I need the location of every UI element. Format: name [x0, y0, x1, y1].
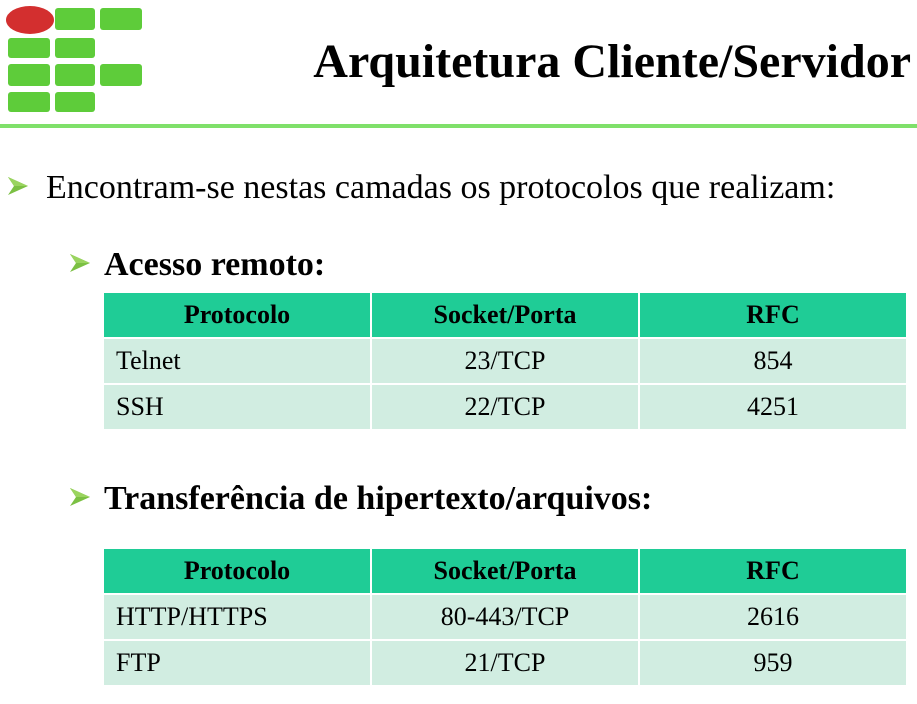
- logo-red-circle: [6, 6, 54, 34]
- table-row: [103, 640, 907, 686]
- main-bullet-text: Encontram-se nestas camadas os protocolos que realizam:: [46, 169, 836, 206]
- section-heading-file-transfer: [68, 477, 652, 521]
- table-cell: SSH: [103, 384, 371, 430]
- page-title: Arquitetura Cliente/Servidor: [313, 35, 911, 88]
- remote-access-table: [102, 291, 908, 431]
- file-transfer-table: [102, 547, 908, 687]
- column-header: RFC: [639, 548, 907, 594]
- column-header: RFC: [639, 292, 907, 338]
- title-divider: [0, 124, 917, 128]
- table-cell: 854: [639, 338, 907, 384]
- bullet-arrow-icon: [68, 242, 92, 286]
- main-bullet: [6, 166, 835, 210]
- table-cell: Telnet: [103, 338, 371, 384]
- table-cell: 21/TCP: [371, 640, 639, 686]
- table-row: [103, 594, 907, 640]
- table-header-row: [103, 292, 907, 338]
- table-cell: HTTP/HTTPS: [103, 594, 371, 640]
- table-cell: 2616: [639, 594, 907, 640]
- column-header: Socket/Porta: [371, 548, 639, 594]
- table-header-row: [103, 548, 907, 594]
- table-cell: 959: [639, 640, 907, 686]
- bullet-arrow-icon: [68, 476, 92, 520]
- section-heading-text: Acesso remoto:: [104, 246, 326, 283]
- table-cell: FTP: [103, 640, 371, 686]
- table-cell: 23/TCP: [371, 338, 639, 384]
- column-header: Protocolo: [103, 548, 371, 594]
- table-cell: 4251: [639, 384, 907, 430]
- institution-logo: [0, 0, 150, 120]
- table-cell: 80-443/TCP: [371, 594, 639, 640]
- section-heading-text: Transferência de hipertexto/arquivos:: [104, 480, 653, 517]
- table-row: [103, 338, 907, 384]
- section-heading-remote-access: [68, 243, 325, 287]
- column-header: Socket/Porta: [371, 292, 639, 338]
- table-row: [103, 384, 907, 430]
- bullet-arrow-icon: [6, 165, 30, 209]
- column-header: Protocolo: [103, 292, 371, 338]
- table-cell: 22/TCP: [371, 384, 639, 430]
